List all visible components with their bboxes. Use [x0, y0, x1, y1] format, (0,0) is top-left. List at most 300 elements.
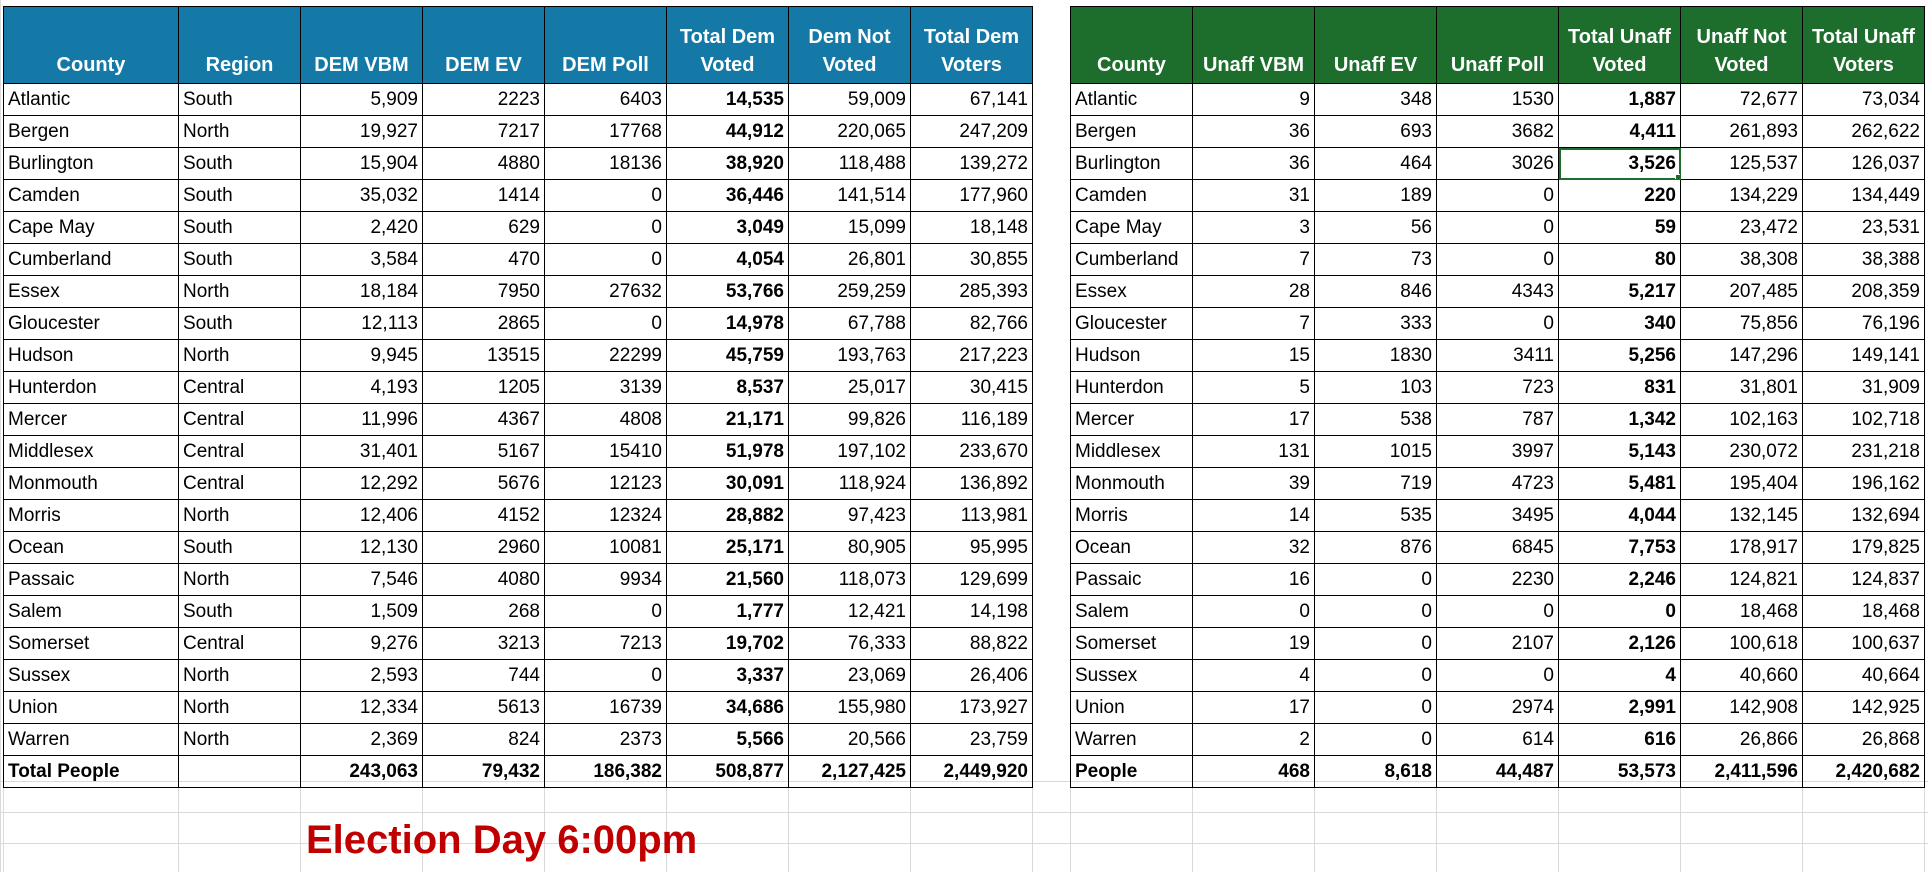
dem-cell[interactable]: 15,099: [789, 212, 911, 244]
dem-cell[interactable]: 7950: [423, 276, 545, 308]
unaff-cell[interactable]: Mercer: [1071, 404, 1193, 436]
dem-cell[interactable]: 15410: [545, 436, 667, 468]
dem-cell[interactable]: 0: [545, 596, 667, 628]
dem-cell[interactable]: Hudson: [4, 340, 179, 372]
dem-cell[interactable]: 18,148: [911, 212, 1033, 244]
dem-cell[interactable]: 26,801: [789, 244, 911, 276]
unaff-cell[interactable]: 2107: [1437, 628, 1559, 660]
unaff-cell[interactable]: 15: [1193, 340, 1315, 372]
unaff-cell[interactable]: Union: [1071, 692, 1193, 724]
unaff-cell[interactable]: 7: [1193, 244, 1315, 276]
dem-cell[interactable]: 12,406: [301, 500, 423, 532]
dem-cell[interactable]: 197,102: [789, 436, 911, 468]
unaff-cell[interactable]: 0: [1437, 660, 1559, 692]
unaff-cell[interactable]: 0: [1315, 692, 1437, 724]
dem-cell[interactable]: 67,788: [789, 308, 911, 340]
dem-cell[interactable]: 21,560: [667, 564, 789, 596]
dem-cell[interactable]: 53,766: [667, 276, 789, 308]
unaff-cell[interactable]: 0: [1315, 628, 1437, 660]
dem-cell[interactable]: South: [179, 148, 301, 180]
dem-cell[interactable]: 28,882: [667, 500, 789, 532]
unaff-cell[interactable]: 0: [1315, 724, 1437, 756]
dem-cell[interactable]: Burlington: [4, 148, 179, 180]
dem-cell[interactable]: 1414: [423, 180, 545, 212]
unaff-cell[interactable]: Morris: [1071, 500, 1193, 532]
unaff-cell[interactable]: 6845: [1437, 532, 1559, 564]
dem-cell[interactable]: Bergen: [4, 116, 179, 148]
dem-cell[interactable]: 12123: [545, 468, 667, 500]
unaff-cell[interactable]: 19: [1193, 628, 1315, 660]
dem-cell[interactable]: 4,193: [301, 372, 423, 404]
unaff-cell[interactable]: 132,694: [1803, 500, 1925, 532]
dem-cell[interactable]: Warren: [4, 724, 179, 756]
unaff-cell[interactable]: 4723: [1437, 468, 1559, 500]
dem-cell[interactable]: Middlesex: [4, 436, 179, 468]
dem-cell[interactable]: 11,996: [301, 404, 423, 436]
dem-cell[interactable]: 67,141: [911, 84, 1033, 116]
unaff-cell[interactable]: 131: [1193, 436, 1315, 468]
dem-cell[interactable]: 4808: [545, 404, 667, 436]
unaff-cell[interactable]: 1830: [1315, 340, 1437, 372]
dem-cell[interactable]: 23,759: [911, 724, 1033, 756]
dem-cell[interactable]: Hunterdon: [4, 372, 179, 404]
dem-cell[interactable]: North: [179, 564, 301, 596]
dem-cell[interactable]: Cape May: [4, 212, 179, 244]
dem-cell[interactable]: 7,546: [301, 564, 423, 596]
dem-cell[interactable]: 0: [545, 308, 667, 340]
dem-cell[interactable]: Monmouth: [4, 468, 179, 500]
unaff-cell[interactable]: 134,449: [1803, 180, 1925, 212]
dem-cell[interactable]: North: [179, 276, 301, 308]
unaff-cell[interactable]: 538: [1315, 404, 1437, 436]
dem-cell[interactable]: 16739: [545, 692, 667, 724]
unaff-cell[interactable]: 102,163: [1681, 404, 1803, 436]
unaff-cell[interactable]: 31,801: [1681, 372, 1803, 404]
dem-cell[interactable]: North: [179, 660, 301, 692]
unaff-cell[interactable]: 0: [1315, 660, 1437, 692]
unaff-cell[interactable]: 196,162: [1803, 468, 1925, 500]
unaff-cell[interactable]: 5,256: [1559, 340, 1681, 372]
dem-cell[interactable]: 99,826: [789, 404, 911, 436]
unaff-cell[interactable]: 5,217: [1559, 276, 1681, 308]
unaff-cell[interactable]: 142,925: [1803, 692, 1925, 724]
unaff-cell[interactable]: 2,991: [1559, 692, 1681, 724]
dem-cell[interactable]: 19,927: [301, 116, 423, 148]
unaff-total-cell[interactable]: 2,420,682: [1803, 756, 1925, 788]
dem-cell[interactable]: South: [179, 212, 301, 244]
unaff-cell[interactable]: Passaic: [1071, 564, 1193, 596]
dem-cell[interactable]: 233,670: [911, 436, 1033, 468]
unaff-cell[interactable]: 179,825: [1803, 532, 1925, 564]
unaff-cell[interactable]: 0: [1437, 596, 1559, 628]
dem-cell[interactable]: Central: [179, 372, 301, 404]
dem-cell[interactable]: 247,209: [911, 116, 1033, 148]
dem-cell[interactable]: 14,535: [667, 84, 789, 116]
unaff-total-cell[interactable]: 8,618: [1315, 756, 1437, 788]
unaff-cell[interactable]: 616: [1559, 724, 1681, 756]
unaff-cell[interactable]: 18,468: [1803, 596, 1925, 628]
dem-header-cell[interactable]: DEM Poll: [545, 7, 667, 84]
unaff-cell[interactable]: Cumberland: [1071, 244, 1193, 276]
unaff-cell[interactable]: 3411: [1437, 340, 1559, 372]
dem-cell[interactable]: South: [179, 532, 301, 564]
dem-cell[interactable]: 0: [545, 212, 667, 244]
dem-cell[interactable]: South: [179, 596, 301, 628]
unaff-cell[interactable]: 3026: [1437, 148, 1559, 180]
unaff-cell[interactable]: 75,856: [1681, 308, 1803, 340]
dem-cell[interactable]: 470: [423, 244, 545, 276]
dem-cell[interactable]: North: [179, 500, 301, 532]
unaff-cell[interactable]: 614: [1437, 724, 1559, 756]
dem-total-cell[interactable]: 2,449,920: [911, 756, 1033, 788]
dem-cell[interactable]: 17768: [545, 116, 667, 148]
unaff-cell[interactable]: 72,677: [1681, 84, 1803, 116]
unaff-cell[interactable]: Somerset: [1071, 628, 1193, 660]
unaff-cell[interactable]: 18,468: [1681, 596, 1803, 628]
dem-cell[interactable]: 21,171: [667, 404, 789, 436]
unaff-cell[interactable]: 208,359: [1803, 276, 1925, 308]
unaff-cell[interactable]: 5,481: [1559, 468, 1681, 500]
dem-cell[interactable]: 31,401: [301, 436, 423, 468]
dem-cell[interactable]: 0: [545, 660, 667, 692]
unaff-cell[interactable]: 7,753: [1559, 532, 1681, 564]
unaff-cell[interactable]: 38,388: [1803, 244, 1925, 276]
unaff-cell[interactable]: 3: [1193, 212, 1315, 244]
unaff-cell[interactable]: 2,126: [1559, 628, 1681, 660]
dem-cell[interactable]: 824: [423, 724, 545, 756]
dem-cell[interactable]: 4080: [423, 564, 545, 596]
dem-cell[interactable]: 12324: [545, 500, 667, 532]
unaff-cell[interactable]: 846: [1315, 276, 1437, 308]
unaff-cell[interactable]: 31: [1193, 180, 1315, 212]
unaff-cell[interactable]: 340: [1559, 308, 1681, 340]
unaff-cell[interactable]: 73: [1315, 244, 1437, 276]
dem-cell[interactable]: 15,904: [301, 148, 423, 180]
unaff-header-cell[interactable]: County: [1071, 7, 1193, 84]
dem-cell[interactable]: 9,276: [301, 628, 423, 660]
dem-cell[interactable]: 25,017: [789, 372, 911, 404]
unaff-cell[interactable]: 0: [1193, 596, 1315, 628]
dem-cell[interactable]: 217,223: [911, 340, 1033, 372]
dem-cell[interactable]: 155,980: [789, 692, 911, 724]
unaff-cell[interactable]: 787: [1437, 404, 1559, 436]
dem-cell[interactable]: 27632: [545, 276, 667, 308]
unaff-cell[interactable]: 40,664: [1803, 660, 1925, 692]
unaff-cell[interactable]: 39: [1193, 468, 1315, 500]
dem-cell[interactable]: Atlantic: [4, 84, 179, 116]
unaff-total-cell[interactable]: 44,487: [1437, 756, 1559, 788]
dem-cell[interactable]: 3213: [423, 628, 545, 660]
unaff-cell[interactable]: 40,660: [1681, 660, 1803, 692]
dem-header-cell[interactable]: DEM VBM: [301, 7, 423, 84]
unaff-cell[interactable]: 5: [1193, 372, 1315, 404]
dem-cell[interactable]: 113,981: [911, 500, 1033, 532]
unaff-cell[interactable]: 693: [1315, 116, 1437, 148]
dem-cell[interactable]: 12,292: [301, 468, 423, 500]
unaff-cell[interactable]: 0: [1437, 212, 1559, 244]
unaff-cell[interactable]: 3997: [1437, 436, 1559, 468]
unaff-cell[interactable]: 16: [1193, 564, 1315, 596]
unaff-cell[interactable]: 0: [1437, 244, 1559, 276]
dem-cell[interactable]: 34,686: [667, 692, 789, 724]
dem-cell[interactable]: Central: [179, 468, 301, 500]
dem-cell[interactable]: 18136: [545, 148, 667, 180]
dem-cell[interactable]: 5,566: [667, 724, 789, 756]
dem-cell[interactable]: 36,446: [667, 180, 789, 212]
dem-cell[interactable]: Cumberland: [4, 244, 179, 276]
unaff-cell[interactable]: 17: [1193, 404, 1315, 436]
dem-cell[interactable]: 30,855: [911, 244, 1033, 276]
dem-cell[interactable]: 2,369: [301, 724, 423, 756]
dem-cell[interactable]: North: [179, 724, 301, 756]
unaff-header-cell[interactable]: Unaff VBM: [1193, 7, 1315, 84]
dem-total-cell[interactable]: [179, 756, 301, 788]
dem-cell[interactable]: 5167: [423, 436, 545, 468]
dem-cell[interactable]: 0: [545, 244, 667, 276]
dem-header-cell[interactable]: DEM EV: [423, 7, 545, 84]
unaff-cell[interactable]: 4343: [1437, 276, 1559, 308]
unaff-cell[interactable]: 23,472: [1681, 212, 1803, 244]
dem-cell[interactable]: 4880: [423, 148, 545, 180]
dem-cell[interactable]: 116,189: [911, 404, 1033, 436]
dem-cell[interactable]: 23,069: [789, 660, 911, 692]
dem-cell[interactable]: 2,420: [301, 212, 423, 244]
unaff-cell[interactable]: 126,037: [1803, 148, 1925, 180]
dem-cell[interactable]: 2223: [423, 84, 545, 116]
dem-cell[interactable]: Somerset: [4, 628, 179, 660]
dem-cell[interactable]: 22299: [545, 340, 667, 372]
dem-cell[interactable]: 12,334: [301, 692, 423, 724]
unaff-cell[interactable]: 3682: [1437, 116, 1559, 148]
dem-cell[interactable]: 19,702: [667, 628, 789, 660]
dem-cell[interactable]: 4367: [423, 404, 545, 436]
unaff-cell[interactable]: 31,909: [1803, 372, 1925, 404]
unaff-cell[interactable]: 134,229: [1681, 180, 1803, 212]
unaff-cell[interactable]: 56: [1315, 212, 1437, 244]
dem-cell[interactable]: 3,584: [301, 244, 423, 276]
unaff-cell[interactable]: Hudson: [1071, 340, 1193, 372]
dem-cell[interactable]: 5,909: [301, 84, 423, 116]
unaff-cell[interactable]: 831: [1559, 372, 1681, 404]
unaff-cell[interactable]: 102,718: [1803, 404, 1925, 436]
unaff-cell[interactable]: 26,866: [1681, 724, 1803, 756]
unaff-cell[interactable]: Cape May: [1071, 212, 1193, 244]
dem-cell[interactable]: South: [179, 244, 301, 276]
unaff-cell[interactable]: Warren: [1071, 724, 1193, 756]
unaff-cell[interactable]: 719: [1315, 468, 1437, 500]
dem-cell[interactable]: 4,054: [667, 244, 789, 276]
unaff-cell[interactable]: Atlantic: [1071, 84, 1193, 116]
unaff-cell[interactable]: 2: [1193, 724, 1315, 756]
dem-total-cell[interactable]: Total People: [4, 756, 179, 788]
dem-cell[interactable]: 3,337: [667, 660, 789, 692]
dem-cell[interactable]: 2865: [423, 308, 545, 340]
unaff-header-cell[interactable]: Total Unaff Voters: [1803, 7, 1925, 84]
dem-cell[interactable]: 1,777: [667, 596, 789, 628]
unaff-cell[interactable]: 0: [1437, 308, 1559, 340]
unaff-total-cell[interactable]: 468: [1193, 756, 1315, 788]
unaff-cell[interactable]: 1015: [1315, 436, 1437, 468]
dem-cell[interactable]: 59,009: [789, 84, 911, 116]
dem-cell[interactable]: Sussex: [4, 660, 179, 692]
unaff-cell[interactable]: 125,537: [1681, 148, 1803, 180]
dem-cell[interactable]: 136,892: [911, 468, 1033, 500]
dem-cell[interactable]: 8,537: [667, 372, 789, 404]
unaff-cell[interactable]: 3,526: [1559, 148, 1681, 180]
unaff-header-cell[interactable]: Total Unaff Voted: [1559, 7, 1681, 84]
unaff-cell[interactable]: 76,196: [1803, 308, 1925, 340]
unaff-cell[interactable]: 231,218: [1803, 436, 1925, 468]
dem-cell[interactable]: 3,049: [667, 212, 789, 244]
unaff-cell[interactable]: 59: [1559, 212, 1681, 244]
unaff-cell[interactable]: 4,411: [1559, 116, 1681, 148]
unaff-cell[interactable]: 535: [1315, 500, 1437, 532]
unaff-cell[interactable]: 189: [1315, 180, 1437, 212]
dem-cell[interactable]: 1,509: [301, 596, 423, 628]
unaff-cell[interactable]: 195,404: [1681, 468, 1803, 500]
unaff-cell[interactable]: 147,296: [1681, 340, 1803, 372]
dem-cell[interactable]: 139,272: [911, 148, 1033, 180]
unaff-cell[interactable]: 178,917: [1681, 532, 1803, 564]
unaff-cell[interactable]: Bergen: [1071, 116, 1193, 148]
unaff-header-cell[interactable]: Unaff Not Voted: [1681, 7, 1803, 84]
dem-cell[interactable]: Essex: [4, 276, 179, 308]
dem-cell[interactable]: 3139: [545, 372, 667, 404]
dem-cell[interactable]: 0: [545, 180, 667, 212]
dem-cell[interactable]: 7217: [423, 116, 545, 148]
dem-cell[interactable]: 9,945: [301, 340, 423, 372]
dem-header-cell[interactable]: Dem Not Voted: [789, 7, 911, 84]
dem-cell[interactable]: Passaic: [4, 564, 179, 596]
dem-header-cell[interactable]: Region: [179, 7, 301, 84]
unaff-cell[interactable]: 261,893: [1681, 116, 1803, 148]
dem-cell[interactable]: 5676: [423, 468, 545, 500]
unaff-cell[interactable]: 262,622: [1803, 116, 1925, 148]
unaff-cell[interactable]: 9: [1193, 84, 1315, 116]
dem-cell[interactable]: 82,766: [911, 308, 1033, 340]
dem-cell[interactable]: 80,905: [789, 532, 911, 564]
dem-cell[interactable]: 38,920: [667, 148, 789, 180]
unaff-cell[interactable]: 23,531: [1803, 212, 1925, 244]
dem-cell[interactable]: 76,333: [789, 628, 911, 660]
dem-cell[interactable]: 2,593: [301, 660, 423, 692]
dem-cell[interactable]: 285,393: [911, 276, 1033, 308]
dem-cell[interactable]: 30,091: [667, 468, 789, 500]
unaff-cell[interactable]: 80: [1559, 244, 1681, 276]
dem-header-cell[interactable]: Total Dem Voters: [911, 7, 1033, 84]
unaff-cell[interactable]: 1530: [1437, 84, 1559, 116]
dem-cell[interactable]: North: [179, 116, 301, 148]
unaff-cell[interactable]: 5,143: [1559, 436, 1681, 468]
dem-cell[interactable]: Mercer: [4, 404, 179, 436]
unaff-cell[interactable]: 149,141: [1803, 340, 1925, 372]
dem-total-cell[interactable]: 243,063: [301, 756, 423, 788]
dem-header-cell[interactable]: Total Dem Voted: [667, 7, 789, 84]
dem-cell[interactable]: 4152: [423, 500, 545, 532]
dem-total-cell[interactable]: 508,877: [667, 756, 789, 788]
dem-cell[interactable]: Central: [179, 436, 301, 468]
unaff-cell[interactable]: Monmouth: [1071, 468, 1193, 500]
unaff-cell[interactable]: 4: [1193, 660, 1315, 692]
unaff-cell[interactable]: 73,034: [1803, 84, 1925, 116]
unaff-cell[interactable]: Burlington: [1071, 148, 1193, 180]
unaff-cell[interactable]: 36: [1193, 116, 1315, 148]
dem-cell[interactable]: 173,927: [911, 692, 1033, 724]
unaff-cell[interactable]: 3495: [1437, 500, 1559, 532]
dem-cell[interactable]: 44,912: [667, 116, 789, 148]
dem-cell[interactable]: 10081: [545, 532, 667, 564]
dem-cell[interactable]: North: [179, 340, 301, 372]
unaff-cell[interactable]: Camden: [1071, 180, 1193, 212]
unaff-cell[interactable]: 4,044: [1559, 500, 1681, 532]
unaff-cell[interactable]: 38,308: [1681, 244, 1803, 276]
dem-cell[interactable]: 14,978: [667, 308, 789, 340]
unaff-cell[interactable]: 2230: [1437, 564, 1559, 596]
unaff-cell[interactable]: 32: [1193, 532, 1315, 564]
unaff-cell[interactable]: Salem: [1071, 596, 1193, 628]
dem-cell[interactable]: Salem: [4, 596, 179, 628]
unaff-cell[interactable]: 333: [1315, 308, 1437, 340]
dem-cell[interactable]: 118,924: [789, 468, 911, 500]
unaff-cell[interactable]: 1,342: [1559, 404, 1681, 436]
dem-cell[interactable]: 629: [423, 212, 545, 244]
unaff-cell[interactable]: 4: [1559, 660, 1681, 692]
dem-total-cell[interactable]: 79,432: [423, 756, 545, 788]
unaff-cell[interactable]: 36: [1193, 148, 1315, 180]
dem-cell[interactable]: 18,184: [301, 276, 423, 308]
dem-cell[interactable]: Ocean: [4, 532, 179, 564]
unaff-header-cell[interactable]: Unaff EV: [1315, 7, 1437, 84]
dem-cell[interactable]: 13515: [423, 340, 545, 372]
dem-cell[interactable]: 268: [423, 596, 545, 628]
unaff-cell[interactable]: 0: [1437, 180, 1559, 212]
unaff-cell[interactable]: 207,485: [1681, 276, 1803, 308]
dem-cell[interactable]: 220,065: [789, 116, 911, 148]
dem-cell[interactable]: Central: [179, 404, 301, 436]
unaff-cell[interactable]: 28: [1193, 276, 1315, 308]
unaff-cell[interactable]: 0: [1315, 596, 1437, 628]
dem-cell[interactable]: 1205: [423, 372, 545, 404]
unaff-cell[interactable]: Ocean: [1071, 532, 1193, 564]
dem-cell[interactable]: 118,488: [789, 148, 911, 180]
unaff-cell[interactable]: 723: [1437, 372, 1559, 404]
dem-total-cell[interactable]: 186,382: [545, 756, 667, 788]
unaff-cell[interactable]: 17: [1193, 692, 1315, 724]
unaff-cell[interactable]: Gloucester: [1071, 308, 1193, 340]
dem-cell[interactable]: 25,171: [667, 532, 789, 564]
dem-cell[interactable]: 744: [423, 660, 545, 692]
unaff-cell[interactable]: 220: [1559, 180, 1681, 212]
dem-cell[interactable]: 9934: [545, 564, 667, 596]
unaff-cell[interactable]: 7: [1193, 308, 1315, 340]
election-day-note[interactable]: Election Day 6:00pm: [306, 818, 698, 862]
unaff-cell[interactable]: 100,618: [1681, 628, 1803, 660]
dem-cell[interactable]: 95,995: [911, 532, 1033, 564]
unaff-cell[interactable]: 142,908: [1681, 692, 1803, 724]
dem-cell[interactable]: Camden: [4, 180, 179, 212]
unaff-header-cell[interactable]: Unaff Poll: [1437, 7, 1559, 84]
dem-cell[interactable]: 20,566: [789, 724, 911, 756]
unaff-cell[interactable]: Essex: [1071, 276, 1193, 308]
dem-cell[interactable]: 259,259: [789, 276, 911, 308]
unaff-cell[interactable]: 348: [1315, 84, 1437, 116]
dem-cell[interactable]: 12,130: [301, 532, 423, 564]
dem-cell[interactable]: 5613: [423, 692, 545, 724]
unaff-cell[interactable]: 0: [1315, 564, 1437, 596]
unaff-total-cell[interactable]: 2,411,596: [1681, 756, 1803, 788]
dem-cell[interactable]: Gloucester: [4, 308, 179, 340]
dem-cell[interactable]: Central: [179, 628, 301, 660]
